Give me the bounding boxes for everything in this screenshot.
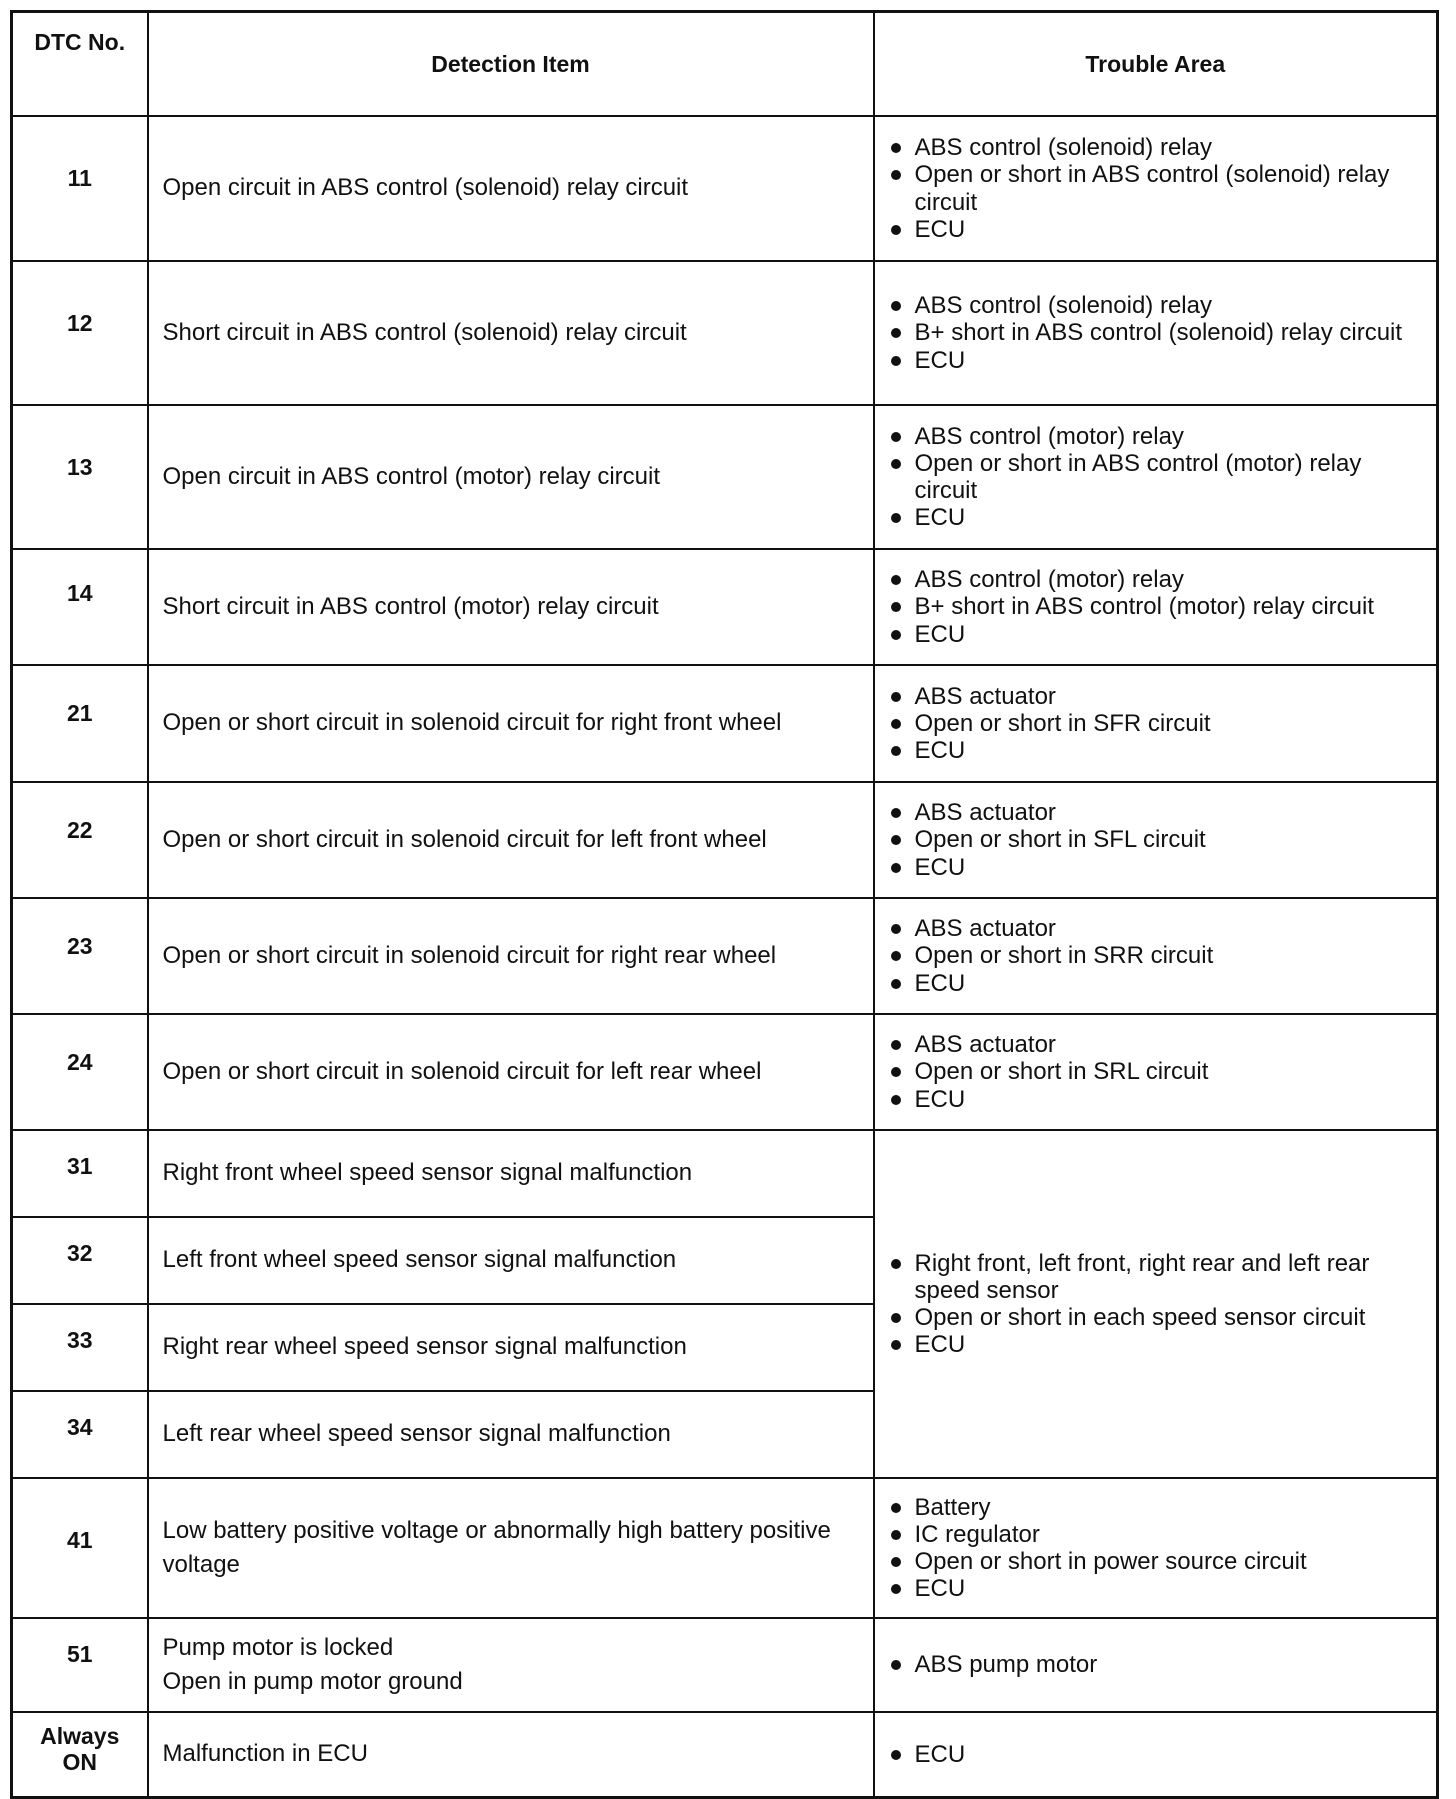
trouble-item: ECU: [887, 1331, 1429, 1358]
detection-item: Left rear wheel speed sensor signal malfunction: [148, 1391, 874, 1478]
trouble-list: [887, 1031, 1429, 1112]
trouble-item: Open or short in SRR circuit: [887, 942, 1429, 969]
trouble-item: ABS control (solenoid) relay: [887, 134, 1429, 161]
dtc-code: 13: [12, 405, 148, 549]
trouble-item: ABS pump motor: [887, 1651, 1429, 1678]
table-row: [12, 665, 1438, 782]
trouble-item: ECU: [887, 504, 1429, 531]
trouble-area: [874, 1478, 1438, 1618]
detection-item: Open circuit in ABS control (motor) relay circuit: [148, 405, 874, 549]
table-row: [12, 549, 1438, 665]
dtc-code: 34: [12, 1391, 148, 1478]
trouble-item: Open or short in each speed sensor circuit: [887, 1304, 1429, 1331]
trouble-list: [887, 799, 1429, 880]
dtc-code: 24: [12, 1014, 148, 1130]
detection-item: Open or short circuit in solenoid circuit for left front wheel: [148, 782, 874, 898]
table-row: [12, 1014, 1438, 1130]
trouble-area: [874, 1618, 1438, 1712]
dtc-code: 51: [12, 1618, 148, 1712]
dtc-code: 31: [12, 1130, 148, 1217]
trouble-area-speed-sensors: [874, 1130, 1438, 1478]
dtc-code: 22: [12, 782, 148, 898]
trouble-item: IC regulator: [887, 1521, 1429, 1548]
trouble-item: Right front, left front, right rear and left rear speed sensor: [887, 1250, 1429, 1304]
table-row: [12, 1618, 1438, 1712]
trouble-list: [887, 423, 1429, 531]
trouble-item: ABS actuator: [887, 799, 1429, 826]
trouble-list: [887, 1651, 1429, 1678]
trouble-item: ABS actuator: [887, 915, 1429, 942]
trouble-area: [874, 782, 1438, 898]
trouble-item: Open or short in power source circuit: [887, 1548, 1429, 1575]
table-row: [12, 782, 1438, 898]
trouble-item: Open or short in ABS control (solenoid) relay circuit: [887, 161, 1429, 215]
dtc-code: 23: [12, 898, 148, 1014]
trouble-item: ABS actuator: [887, 1031, 1429, 1058]
trouble-list: [887, 1250, 1429, 1358]
detection-line: Open in pump motor ground: [162, 1668, 463, 1695]
trouble-item: B+ short in ABS control (motor) relay circuit: [887, 593, 1429, 620]
dtc-code: 32: [12, 1217, 148, 1304]
trouble-area: [874, 1014, 1438, 1130]
trouble-list: [887, 915, 1429, 996]
trouble-item: ECU: [887, 854, 1429, 881]
trouble-item: ECU: [887, 216, 1429, 243]
header-dtc-no: DTC No.: [12, 12, 148, 117]
dtc-table: [10, 10, 1439, 1799]
trouble-area: [874, 405, 1438, 549]
detection-item: Low battery positive voltage or abnormally high battery positive voltage: [148, 1478, 874, 1618]
trouble-item: ECU: [887, 347, 1429, 374]
detection-item: Open or short circuit in solenoid circuit for left rear wheel: [148, 1014, 874, 1130]
header-trouble-area: Trouble Area: [874, 12, 1438, 117]
trouble-item: ECU: [887, 1575, 1429, 1602]
dtc-code: 21: [12, 665, 148, 782]
table-row: [12, 261, 1438, 405]
trouble-item: ABS control (solenoid) relay: [887, 292, 1429, 319]
trouble-item: ECU: [887, 621, 1429, 648]
trouble-area: [874, 898, 1438, 1014]
detection-item: Left front wheel speed sensor signal malfunction: [148, 1217, 874, 1304]
detection-item: Open or short circuit in solenoid circuit for right front wheel: [148, 665, 874, 782]
trouble-item: Battery: [887, 1494, 1429, 1521]
detection-item: Right rear wheel speed sensor signal malfunction: [148, 1304, 874, 1391]
trouble-item: ABS actuator: [887, 683, 1429, 710]
dtc-code-line: ON: [62, 1749, 97, 1776]
trouble-item: Open or short in SFL circuit: [887, 826, 1429, 853]
dtc-code: 41: [12, 1478, 148, 1618]
table-row: [12, 1712, 1438, 1797]
table-row: [12, 1130, 1438, 1217]
trouble-item: Open or short in SFR circuit: [887, 710, 1429, 737]
detection-item: Open or short circuit in solenoid circuit for right rear wheel: [148, 898, 874, 1014]
trouble-item: Open or short in ABS control (motor) relay circuit: [887, 450, 1429, 504]
table-header-row: [12, 12, 1438, 117]
detection-item: [148, 1618, 874, 1712]
table-row: [12, 116, 1438, 261]
header-detection-item: Detection Item: [148, 12, 874, 117]
trouble-item: ABS control (motor) relay: [887, 566, 1429, 593]
trouble-area: [874, 116, 1438, 261]
detection-item: Short circuit in ABS control (solenoid) relay circuit: [148, 261, 874, 405]
trouble-list: [887, 134, 1429, 242]
detection-item: Open circuit in ABS control (solenoid) relay circuit: [148, 116, 874, 261]
detection-item: Malfunction in ECU: [148, 1712, 874, 1797]
detection-item: Right front wheel speed sensor signal malfunction: [148, 1130, 874, 1217]
table-row: [12, 1478, 1438, 1618]
dtc-code: [12, 1712, 148, 1797]
trouble-item: ABS control (motor) relay: [887, 423, 1429, 450]
trouble-list: [887, 1494, 1429, 1602]
trouble-item: Open or short in SRL circuit: [887, 1058, 1429, 1085]
trouble-item: ECU: [887, 1741, 1429, 1768]
trouble-list: [887, 683, 1429, 764]
detection-line: Pump motor is locked: [162, 1633, 394, 1661]
trouble-list: [887, 292, 1429, 373]
trouble-area: [874, 261, 1438, 405]
trouble-item: B+ short in ABS control (solenoid) relay circuit: [887, 319, 1429, 346]
dtc-code: 11: [12, 116, 148, 261]
trouble-list: [887, 566, 1429, 647]
trouble-area: [874, 549, 1438, 665]
table-row: [12, 405, 1438, 549]
table-row: [12, 898, 1438, 1014]
trouble-item: ECU: [887, 970, 1429, 997]
dtc-code: 14: [12, 549, 148, 665]
dtc-code: 33: [12, 1304, 148, 1391]
trouble-item: ECU: [887, 737, 1429, 764]
dtc-code-line: Always: [40, 1723, 120, 1749]
dtc-code: 12: [12, 261, 148, 405]
trouble-area: [874, 1712, 1438, 1797]
detection-item: Short circuit in ABS control (motor) relay circuit: [148, 549, 874, 665]
trouble-list: [887, 1741, 1429, 1768]
trouble-item: ECU: [887, 1086, 1429, 1113]
trouble-area: [874, 665, 1438, 782]
